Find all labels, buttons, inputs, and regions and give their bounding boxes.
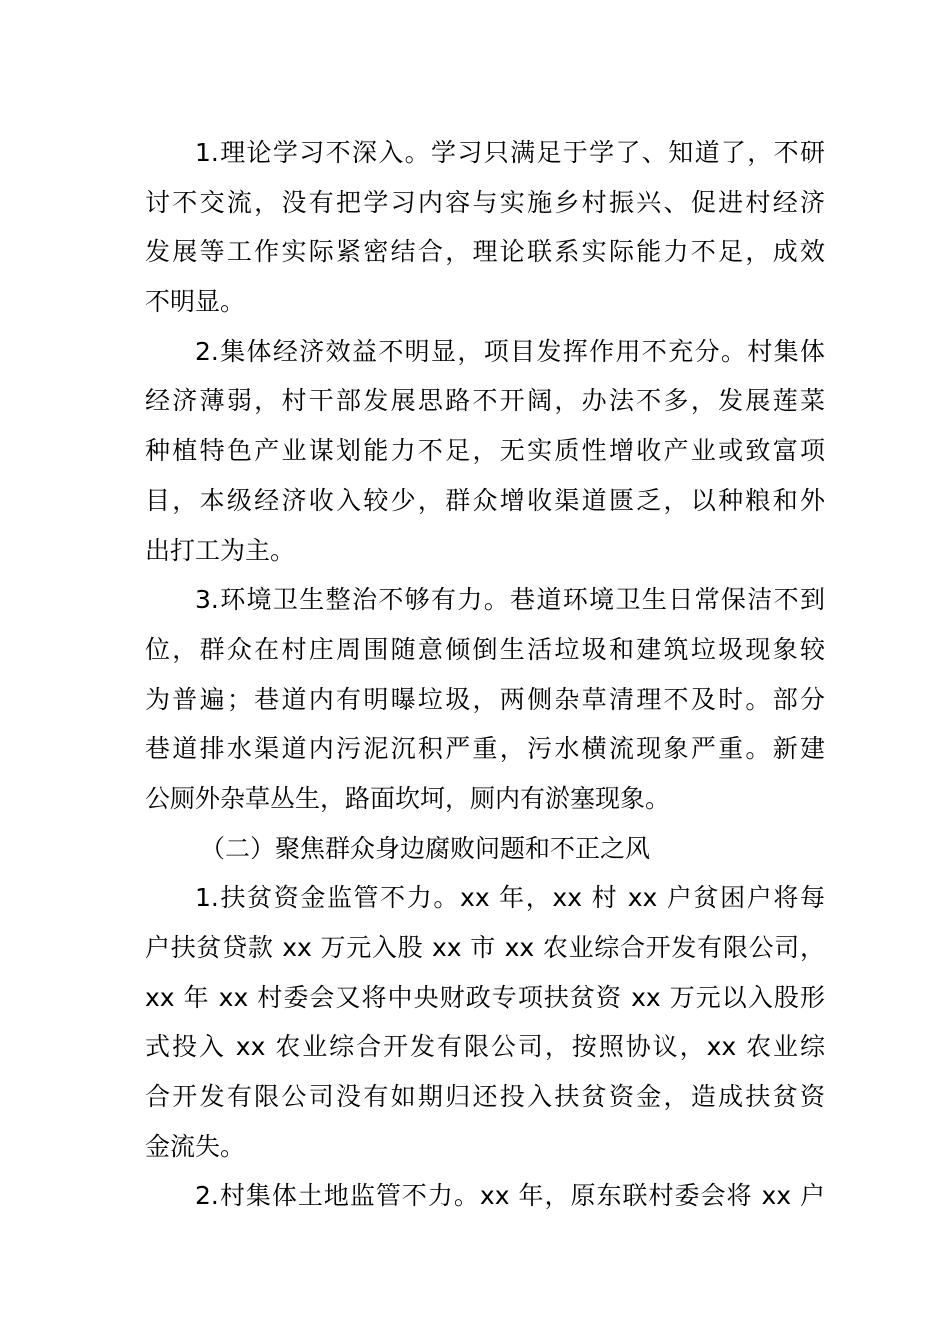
paragraph-4-line: 金流失。 bbox=[145, 1131, 246, 1161]
paragraph-2-line: 出打工为主。 bbox=[145, 535, 296, 565]
paragraph-1-line: 1.理论学习不深入。学习只满足于学了、知道了，不研 bbox=[195, 138, 825, 167]
paragraph-2-line: 经济薄弱，村干部发展思路不开阔，办法不多，发展莲菜 bbox=[145, 386, 825, 416]
paragraph-4-line: 式投入 xx 农业综合开发有限公司，按照协议，xx 农业综 bbox=[145, 1032, 825, 1062]
paragraph-4-line: xx 年 xx 村委会又将中央财政专项扶贫资 xx 万元以入股形 bbox=[145, 982, 825, 1012]
paragraph-2-line: 目，本级经济收入较少，群众增收渠道匮乏，以种粮和外 bbox=[145, 485, 825, 515]
section-heading: （二）聚焦群众身边腐败问题和不正之风 bbox=[200, 833, 651, 863]
paragraph-3-line: 3.环境卫生整治不够有力。巷道环境卫生日常保洁不到 bbox=[195, 585, 825, 615]
paragraph-4-line: 合开发有限公司没有如期归还投入扶贫资金，造成扶贫资 bbox=[145, 1082, 825, 1112]
paragraph-1-line: 讨不交流，没有把学习内容与实施乡村振兴、促进村经济 bbox=[145, 187, 825, 217]
paragraph-3-line: 公厕外杂草丛生，路面坎坷，厕内有淤塞现象。 bbox=[145, 783, 671, 813]
paragraph-2-line: 种植特色产业谋划能力不足，无实质性增收产业或致富项 bbox=[145, 436, 825, 466]
document-body bbox=[145, 128, 825, 1221]
paragraph-4-line: 1.扶贫资金监管不力。xx 年，xx 村 xx 户贫困户将每 bbox=[195, 883, 825, 913]
paragraph-5-line: 2.村集体土地监管不力。xx 年，原东联村委会将 xx 户 bbox=[195, 1181, 825, 1211]
paragraph-1-line: 不明显。 bbox=[145, 287, 246, 317]
paragraph-1-line: 发展等工作实际紧密结合，理论联系实际能力不足，成效 bbox=[145, 237, 825, 267]
paragraph-2-line: 2.集体经济效益不明显，项目发挥作用不充分。村集体 bbox=[195, 336, 825, 366]
paragraph-4-line: 户扶贫贷款 xx 万元入股 xx 市 xx 农业综合开发有限公司， bbox=[145, 933, 825, 962]
paragraph-3-line: 为普遍；巷道内有明曝垃圾，两侧杂草清理不及时。部分 bbox=[145, 684, 825, 714]
paragraph-3-line: 位，群众在村庄周围随意倾倒生活垃圾和建筑垃圾现象较 bbox=[145, 634, 825, 664]
paragraph-3-line: 巷道排水渠道内污泥沉积严重，污水横流现象严重。新建 bbox=[145, 734, 825, 764]
